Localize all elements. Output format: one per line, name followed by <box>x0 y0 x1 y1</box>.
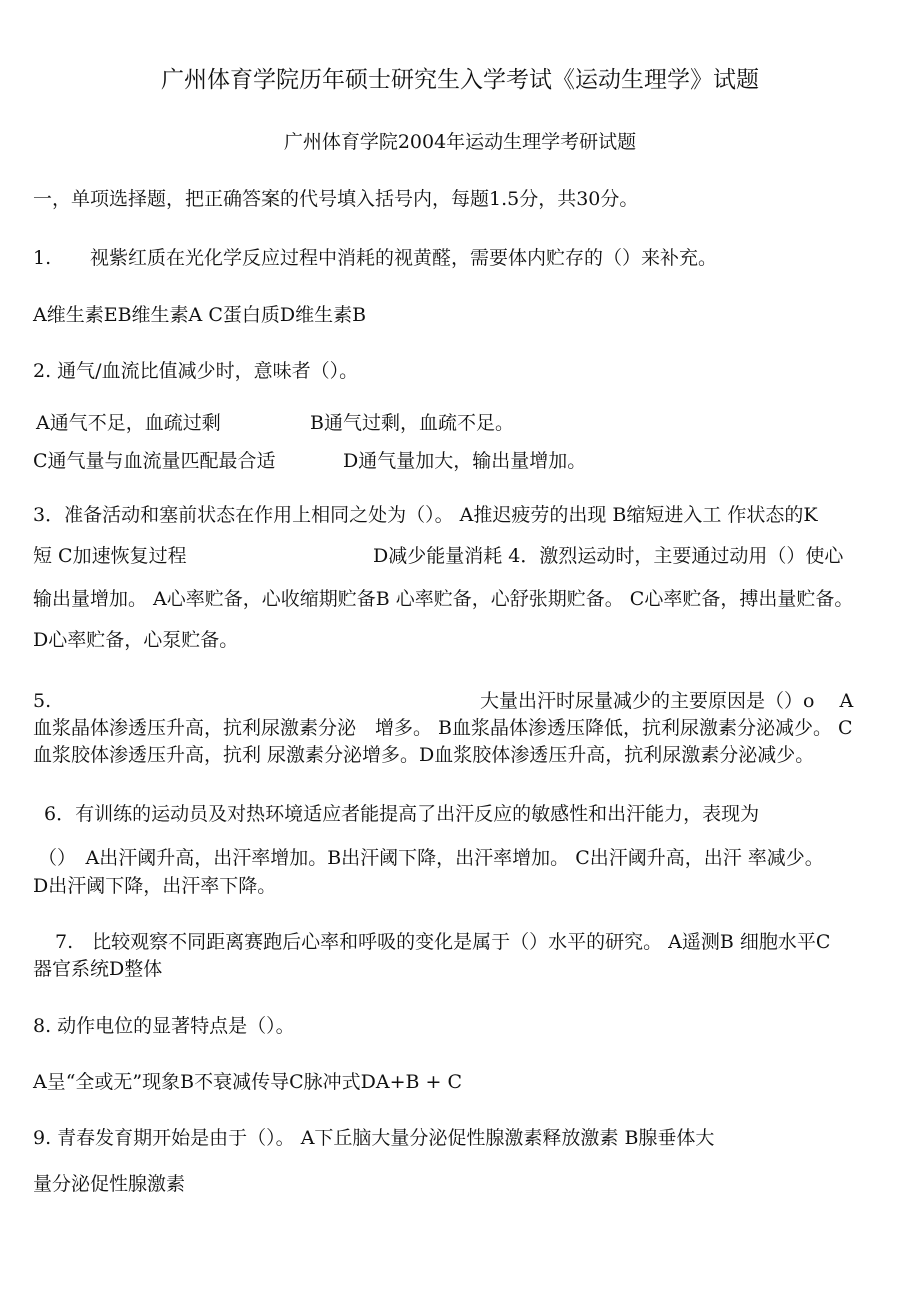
question-options: A维生素EB维生素A C蛋白质D维生素B <box>33 304 367 326</box>
option-d: D通气量加大，输出量增加。 <box>343 450 587 472</box>
question-line: D心率贮备，心泵贮备。 <box>33 629 239 651</box>
document-subtitle: 广州体育学院2004年运动生理学考研试题 <box>283 131 637 153</box>
question-line: 3．准备活动和塞前状态在作用上相同之处为（）。 A推迟疲劳的出现 B缩短进入工 作状态的K <box>33 504 818 526</box>
question-line: （） A出汗阈升高，出汗率增加。B出汗阈下降，出汗率增加。 C出汗阈升高，出汗 率减少。 <box>38 847 824 869</box>
question-line: 大量出汗时尿量减少的主要原因是（）o A <box>480 690 854 712</box>
question-line: 量分泌促性腺激素 <box>33 1173 186 1195</box>
section-heading: 一，单项选择题，把正确答案的代号填入括号内，每题1.5分，共30分。 <box>33 188 639 210</box>
question-line: D出汗阈下降，出汗率下降。 <box>33 875 277 897</box>
question-line: 7. 比较观察不同距离赛跑后心率和呼吸的变化是属于（）水平的研究。 A遥测B 细胞水平C <box>55 931 831 953</box>
question-line: 9. 青春发育期开始是由于（）。 A下丘脑大量分泌促性腺激素释放激素 B腺垂体大 <box>33 1127 715 1149</box>
question-text: 8. 动作电位的显著特点是（）。 <box>33 1015 295 1037</box>
question-options: A呈“全或无”现象B不衰减传导C脉冲式DA+B + C <box>33 1071 463 1093</box>
question-line: 血浆晶体渗透压升高，抗利尿激素分泌 增多。 B血浆晶体渗透压降低，抗利尿激素分泌减少。 C <box>33 717 853 739</box>
document-title: 广州体育学院历年硕士研究生入学考试《运动生理学》试题 <box>161 67 759 93</box>
question-number: 1. <box>33 247 52 269</box>
question-line: 血浆胶体渗透压升高，抗利 尿激素分泌增多。D血浆胶体渗透压升高，抗利尿激素分泌减少。 <box>33 744 815 766</box>
question-line: 6．有训练的运动员及对热环境适应者能提高了出汗反应的敏感性和出汗能力，表现为 <box>44 803 760 825</box>
question-line: 输出量增加。 A心率贮备，心收缩期贮备B 心率贮备，心舒张期贮备。 C心率贮备，搏出量贮备。 <box>33 588 854 610</box>
question-number: 5. <box>33 690 52 712</box>
question-text: 2. 通气/血流比值减少时，意味者（）。 <box>33 360 359 382</box>
question-text: 视紫红质在光化学反应过程中消耗的视黄醛，需要体内贮存的（）来补充。 <box>90 247 718 269</box>
option-a: A通气不足，血疏过剩 <box>36 412 221 434</box>
question-line: 器官系统D整体 <box>33 958 163 980</box>
question-line: 短 C加速恢复过程 <box>33 545 187 567</box>
option-b: B通气过剩，血疏不足。 <box>310 412 514 434</box>
option-c: C通气量与血流量匹配最合适 <box>33 450 276 472</box>
question-line: D减少能量消耗 4．激烈运动时，主要通过动用（）使心 <box>373 545 844 567</box>
